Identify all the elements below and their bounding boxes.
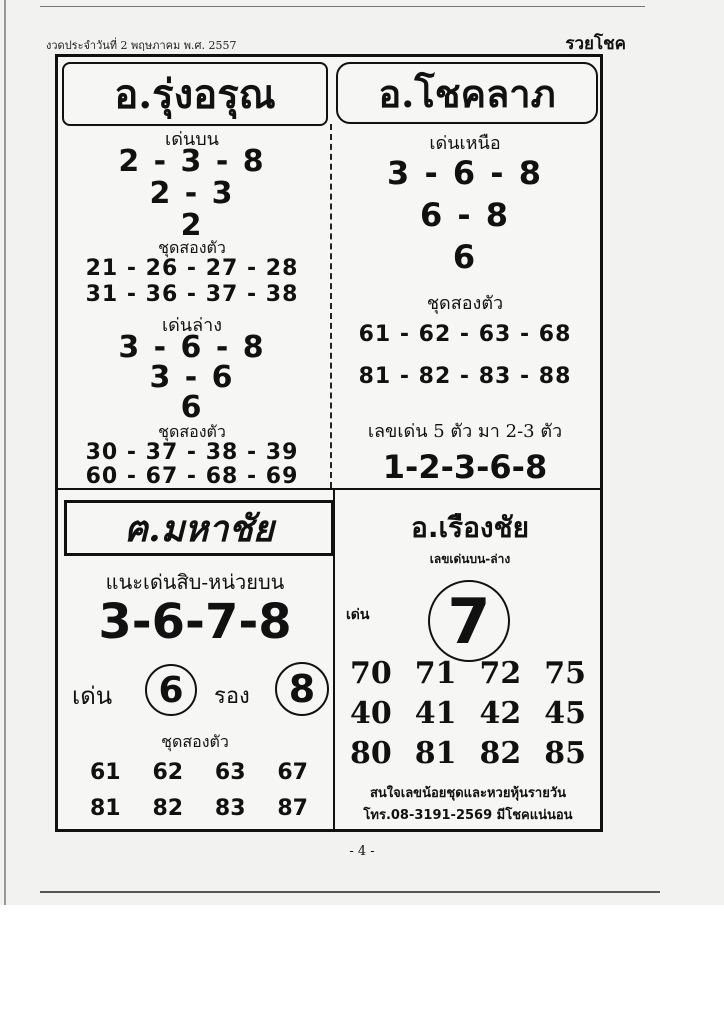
promo-phone: โทร.08-3191-2569 มีโชคแน่นอน — [363, 808, 573, 823]
panel-title: อ.รุ่งอรุณ — [62, 62, 328, 126]
panel-title: อ.เรืองชัย — [411, 511, 529, 544]
five-digits: 1-2-3-6-8 — [382, 448, 548, 486]
pair-number: 67 — [277, 760, 308, 785]
label-top: แนะเด่นสิบ-หน่วยบน — [105, 570, 285, 594]
number-cell: 75 — [544, 656, 586, 691]
number-cell: 45 — [544, 696, 586, 731]
bottom-set-2: 3 - 6 — [149, 360, 235, 395]
pairs-row: 31 - 36 - 37 - 38 — [85, 282, 299, 307]
label-top: เด่นบน — [165, 129, 219, 150]
pair-number: 87 — [277, 796, 308, 821]
pair-number: 81 — [90, 796, 121, 821]
number-row — [350, 656, 586, 691]
publication-name: รวยโชค — [565, 34, 626, 54]
number-cell: 80 — [350, 736, 392, 771]
number-cell: 81 — [414, 736, 457, 771]
label-bottom: เด่นล่าง — [161, 315, 223, 336]
label-pairs: ชุดสองตัว — [161, 732, 229, 751]
pair-number: 62 — [152, 760, 184, 785]
bottom-set-1: 6 — [180, 390, 204, 425]
main-digit-circle: 6 — [145, 664, 197, 716]
pair-number: 61 — [90, 760, 121, 785]
number-cell: 72 — [479, 656, 522, 691]
pairs-row: 61 - 62 - 63 - 68 — [358, 322, 572, 347]
number-cell: 85 — [544, 736, 586, 771]
panel-title: อ.โชคลาภ — [336, 62, 598, 124]
top-set-1: 2 — [180, 208, 204, 243]
label-second: รอง — [214, 684, 250, 709]
top-set-2: 2 - 3 — [149, 176, 235, 211]
number-row — [350, 736, 586, 771]
pair-number: 82 — [152, 796, 184, 821]
tens-units-digits: 3-6-7-8 — [98, 594, 292, 650]
five-digit-note: เลขเด่น 5 ตัว มา 2-3 ตัว — [367, 421, 563, 442]
number-cell: 70 — [350, 656, 392, 691]
set-2: 6 - 8 — [419, 196, 511, 234]
number-cell: 42 — [479, 696, 522, 731]
top-set-3: 2 - 3 - 8 — [118, 144, 266, 179]
set-3: 3 - 6 - 8 — [387, 154, 543, 192]
column-divider — [330, 124, 332, 488]
pairs-row — [90, 796, 308, 821]
number-row — [350, 696, 586, 731]
pairs-row: 30 - 37 - 38 - 39 — [85, 440, 299, 465]
bottom-set-3: 3 - 6 - 8 — [118, 330, 266, 365]
label-pairs: ชุดสองตัว — [158, 422, 226, 441]
promo-text: สนใจเลขน้อยชุดและหวยหุ้นรายวัน — [369, 786, 566, 801]
label-main: เด่น — [72, 682, 113, 710]
pair-number: 63 — [214, 760, 246, 785]
label-top: เด่นเหนือ — [429, 133, 501, 154]
pair-number: 83 — [214, 796, 246, 821]
pairs-row: 81 - 82 - 83 - 88 — [358, 364, 572, 389]
pairs-row — [90, 760, 308, 785]
number-cell: 82 — [479, 736, 522, 771]
page-edge — [4, 0, 6, 905]
number-cell: 40 — [350, 696, 392, 731]
issue-date: งวดประจำวันที่ 2 พฤษภาคม พ.ศ. 2557 — [46, 39, 237, 52]
set-1: 6 — [452, 238, 478, 276]
pairs-row: 21 - 26 - 27 - 28 — [85, 256, 299, 281]
number-cell: 41 — [414, 696, 457, 731]
panel-title: ฅ.มหาชัย — [64, 500, 334, 556]
main-digit-circle: 7 — [428, 580, 510, 662]
panel-subtitle: เลขเด่นบน-ล่าง — [429, 552, 511, 566]
top-rule — [40, 6, 645, 7]
second-digit-circle: 8 — [275, 662, 329, 716]
number-cell: 71 — [414, 656, 457, 691]
label-pairs: ชุดสองตัว — [158, 238, 226, 257]
label-main: เด่น — [346, 607, 370, 623]
pairs-row: 60 - 67 - 68 - 69 — [85, 464, 299, 489]
label-pairs: ชุดสองตัว — [426, 293, 504, 314]
bottom-rule — [40, 891, 660, 893]
page-number: - 4 - — [349, 844, 375, 859]
